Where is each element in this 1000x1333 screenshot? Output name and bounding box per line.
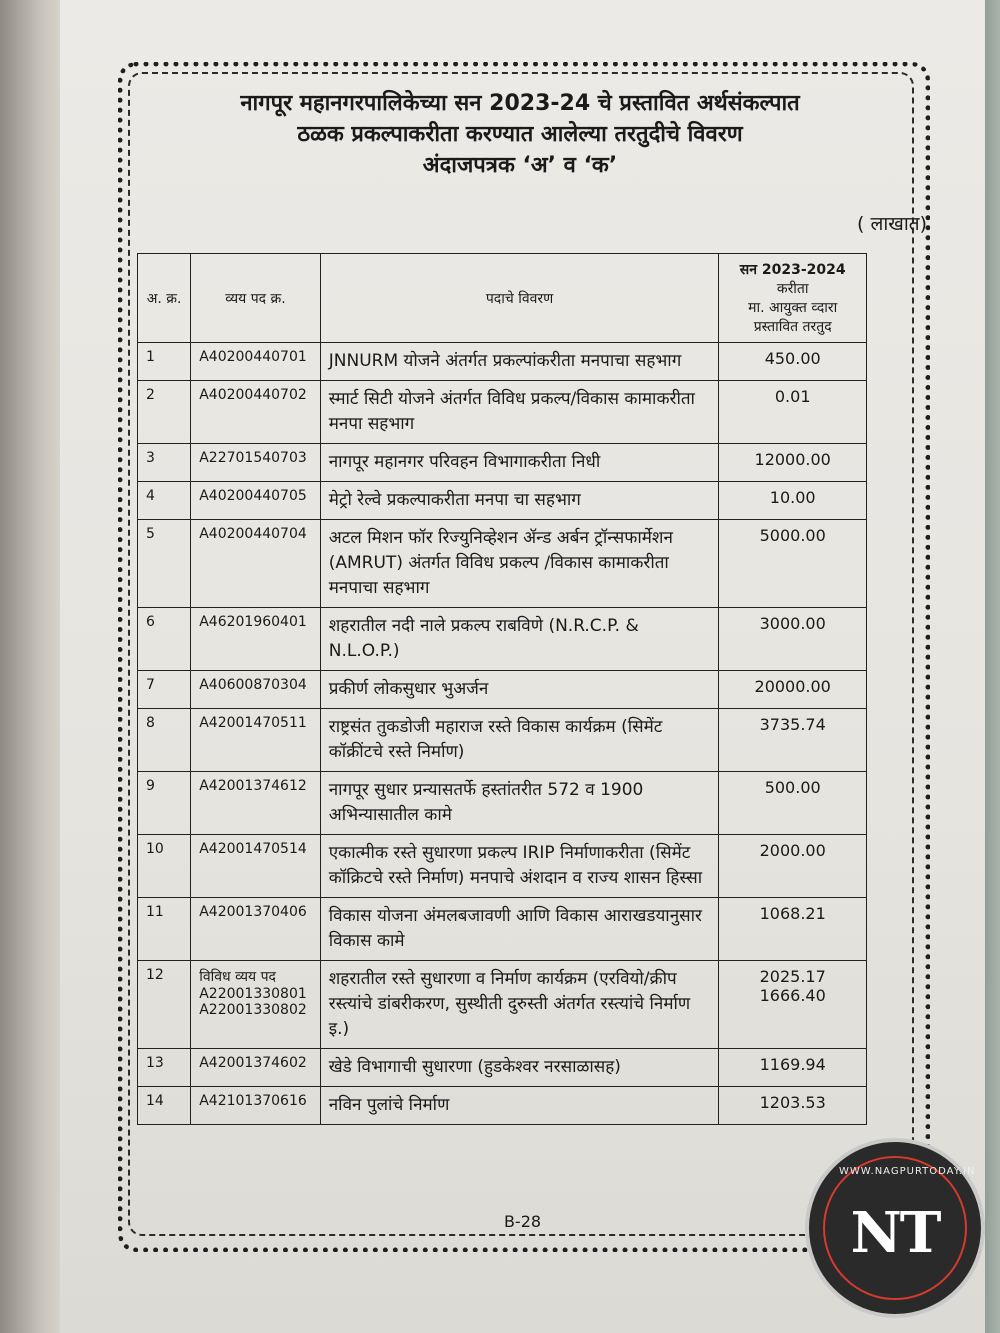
table-row <box>138 898 867 961</box>
table-row <box>138 482 867 520</box>
cell-amount: 12000.00 <box>719 444 867 482</box>
cell-code: A42001470514 <box>191 835 321 898</box>
cell-code: A22701540703 <box>191 444 321 482</box>
cell-sr: 7 <box>138 671 191 709</box>
cell-sr: 1 <box>138 343 191 381</box>
logo-url: WWW.NAGPURTODAY.IN <box>839 1166 976 1177</box>
cell-code: A40200440704 <box>191 520 321 608</box>
table-row <box>138 381 867 444</box>
header-sr: अ. क्र. <box>138 254 191 343</box>
cell-desc: शहरातील रस्ते सुधारणा व निर्माण कार्यक्रम (एरवियो/क्रीप रस्त्यांचे डांबरीकरण, सुस्थीती दुरुस्ती अंतर्गत रस्त्यांचे निर्माण इ.) <box>320 961 719 1049</box>
table-row <box>138 343 867 381</box>
page-title <box>130 88 910 181</box>
cell-amount: 0.01 <box>719 381 867 444</box>
cell-desc: खेडे विभागाची सुधारणा (हुडकेश्वर नरसाळासह) <box>320 1049 719 1087</box>
unit-note: ( लाखात) <box>857 213 927 235</box>
cell-desc: एकात्मीक रस्ते सुधारणा प्रकल्प IRIP निर्माणाकरीता (सिमेंट कॉक्रिटचे रस्ते निर्माण) मनपाचे अंशदान व राज्य शासन हिस्सा <box>320 835 719 898</box>
cell-code: A40200440702 <box>191 381 321 444</box>
cell-code: A40200440701 <box>191 343 321 381</box>
cell-sr: 8 <box>138 709 191 772</box>
cell-sr: 11 <box>138 898 191 961</box>
cell-desc: स्मार्ट सिटी योजने अंतर्गत विविध प्रकल्प/विकास कामाकरीता मनपा सहभाग <box>320 381 719 444</box>
table-row <box>138 671 867 709</box>
table-row <box>138 709 867 772</box>
cell-amount: 1068.21 <box>719 898 867 961</box>
table-row <box>138 1087 867 1125</box>
table-row <box>138 608 867 671</box>
logo-monogram: NT <box>850 1200 940 1266</box>
title-line-2: ठळक प्रकल्पाकरीता करण्यात आलेल्या तरतुदीचे विवरण <box>297 122 743 147</box>
cell-amount: 2025.17 1666.40 <box>719 961 867 1049</box>
cell-code: A42001374612 <box>191 772 321 835</box>
table-header-row <box>138 254 867 343</box>
cell-code: A40600870304 <box>191 671 321 709</box>
cell-desc: राष्ट्रसंत तुकडोजी महाराज रस्ते विकास कार्यक्रम (सिमेंट कॉक्रींटचे रस्ते निर्माण) <box>320 709 719 772</box>
cell-amount: 3735.74 <box>719 709 867 772</box>
budget-table <box>137 253 867 1125</box>
cell-sr: 3 <box>138 444 191 482</box>
cell-amount: 3000.00 <box>719 608 867 671</box>
table-row <box>138 1049 867 1087</box>
cell-amount: 10.00 <box>719 482 867 520</box>
header-code: व्यय पद क्र. <box>191 254 321 343</box>
cell-code: A42001370406 <box>191 898 321 961</box>
cell-amount: 1203.53 <box>719 1087 867 1125</box>
cell-code: विविध व्यय पद A22001330801 A22001330802 <box>191 961 321 1049</box>
cell-amount: 1169.94 <box>719 1049 867 1087</box>
title-line-1: नागपूर महानगरपालिकेच्या सन 2023-24 चे प्रस्तावित अर्थसंकल्पात <box>240 91 800 116</box>
cell-code: A46201960401 <box>191 608 321 671</box>
cell-desc: अटल मिशन फॉर रिज्युनिव्हेशन ॲन्ड अर्बन ट्रॉन्सफार्मेशन (AMRUT) अंतर्गत विविध प्रकल्प /विकास कामाकरीता मनपाचा सहभाग <box>320 520 719 608</box>
header-desc: पदाचे विवरण <box>320 254 719 343</box>
header-amount <box>719 254 867 343</box>
cell-desc: नविन पुलांचे निर्माण <box>320 1087 719 1125</box>
cell-sr: 12 <box>138 961 191 1049</box>
header-amount-year: सन 2023-2024 <box>739 262 846 278</box>
table-row <box>138 444 867 482</box>
table-row <box>138 835 867 898</box>
cell-code: A42001374602 <box>191 1049 321 1087</box>
cell-sr: 4 <box>138 482 191 520</box>
cell-desc: विकास योजना अंमलबजावणी आणि विकास आराखडयानुसार विकास कामे <box>320 898 719 961</box>
cell-desc: नागपूर सुधार प्रन्यासतर्फे हस्तांतरीत 572 व 1900 अभिन्यासातील कामे <box>320 772 719 835</box>
table-row <box>138 772 867 835</box>
cell-desc: शहरातील नदी नाले प्रकल्प राबविणे (N.R.C.P. & N.L.O.P.) <box>320 608 719 671</box>
cell-desc: प्रकीर्ण लोकसुधार भुअर्जन <box>320 671 719 709</box>
page-number: B-28 <box>503 1212 542 1231</box>
cell-sr: 9 <box>138 772 191 835</box>
cell-amount: 2000.00 <box>719 835 867 898</box>
cell-sr: 2 <box>138 381 191 444</box>
cell-amount: 450.00 <box>719 343 867 381</box>
cell-desc: मेट्रो रेल्वे प्रकल्पाकरीता मनपा चा सहभाग <box>320 482 719 520</box>
cell-sr: 13 <box>138 1049 191 1087</box>
table-row <box>138 520 867 608</box>
title-line-3: अंदाजपत्रक ‘अ’ व ‘क’ <box>422 153 618 178</box>
cell-sr: 14 <box>138 1087 191 1125</box>
cell-code: A42001470511 <box>191 709 321 772</box>
cell-code: A40200440705 <box>191 482 321 520</box>
cell-sr: 10 <box>138 835 191 898</box>
cell-sr: 5 <box>138 520 191 608</box>
header-amount-line2: करीता <box>776 281 809 297</box>
cell-sr: 6 <box>138 608 191 671</box>
table-row <box>138 961 867 1049</box>
cell-amount: 20000.00 <box>719 671 867 709</box>
cell-desc: JNNURM योजने अंतर्गत प्रकल्पांकरीता मनपाचा सहभाग <box>320 343 719 381</box>
cell-amount: 5000.00 <box>719 520 867 608</box>
document-page <box>60 0 985 1333</box>
cell-code: A42101370616 <box>191 1087 321 1125</box>
cell-amount: 500.00 <box>719 772 867 835</box>
header-amount-line3: मा. आयुक्त व्दारा प्रस्तावित तरतुद <box>748 300 838 335</box>
cell-desc: नागपूर महानगर परिवहन विभागाकरीता निधी <box>320 444 719 482</box>
nagpurtoday-watermark-logo <box>805 1138 985 1318</box>
